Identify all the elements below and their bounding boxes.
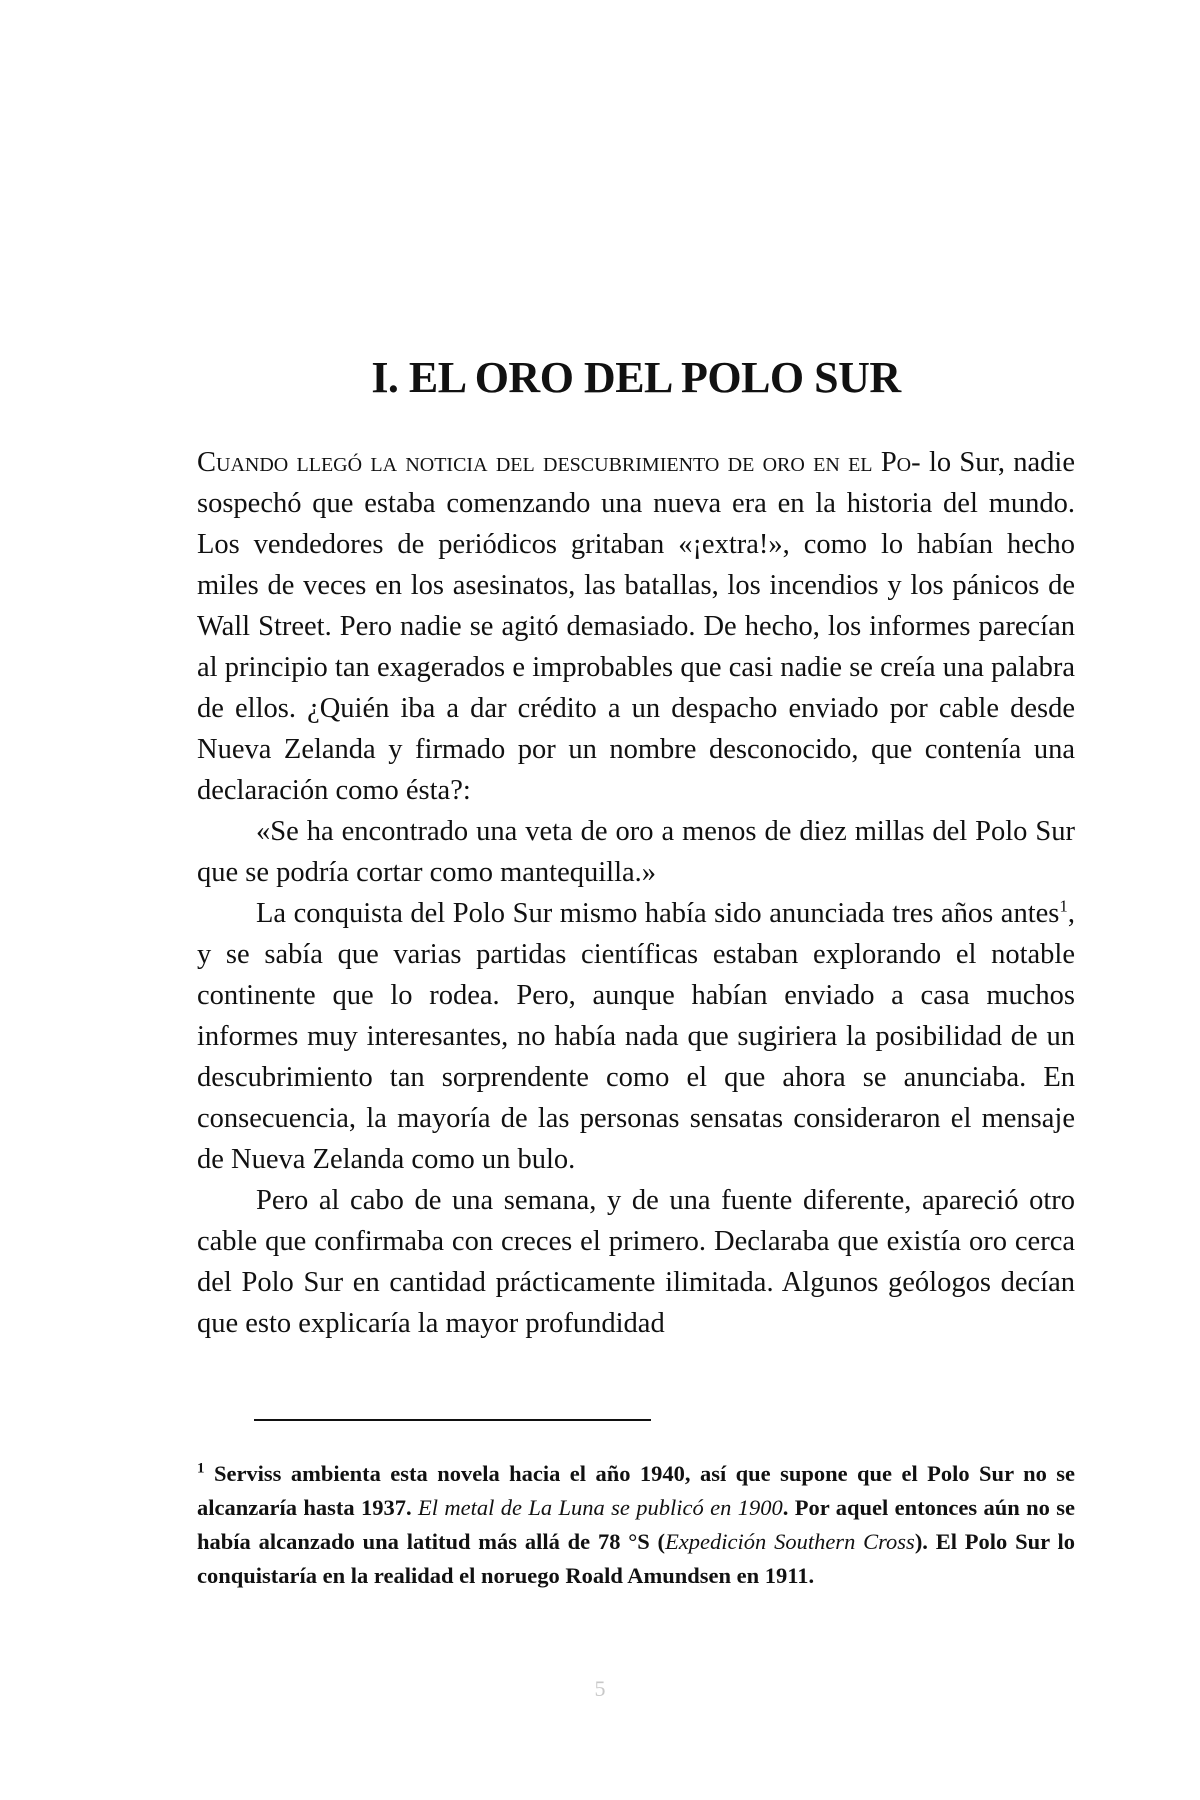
footnote-1 <box>197 1457 1075 1593</box>
paragraph-4: Pero al cabo de una semana, y de una fuente diferente, apareció otro cable que confirmaba con creces el primero. Declaraba que existía oro cerca del Polo Sur en cantidad prácticamente ilimitada. Algunos geólogos decían que esto explicaría la mayor profundidad <box>197 1185 1075 1339</box>
footnote-separator <box>254 1419 651 1421</box>
paragraph-2-quote: «Se ha encontrado una veta de oro a menos de diez millas del Polo Sur que se podría cortar como mantequilla.» <box>197 816 1075 888</box>
body-text <box>197 442 1075 1344</box>
paragraph-1-lead: Cuando llegó la noticia del descubrimiento de oro en el Po- <box>197 447 921 478</box>
footnote-text-a: Serviss ambienta esta novela hacia el año 1940, así que supone que el Polo Sur no se alcanzaría hasta 1937. <box>197 1461 1076 1520</box>
paragraph-1 <box>197 442 1075 811</box>
footnote-italic-a: El metal de La Luna se publicó en 1900 <box>418 1495 783 1520</box>
paragraph-3-after: , y se sabía que varias partidas científicas estaban explorando el notable continente que lo rodea. Pero, aunque habían enviado a casa muchos informes muy interesantes, no había nada que sugiriera la posibilidad de un descubrimiento tan sorprendente como el que ahora se anunciaba. En consecuencia, la mayoría de las personas sensatas consideraron el mensaje de Nueva Zelanda como un bulo. <box>197 898 1075 1175</box>
footnote-mark: 1 <box>197 1460 205 1477</box>
footnote-text-b: . Por aquel entonces aún no se había alcanzado una latitud más allá de 78 °S ( <box>197 1495 1075 1554</box>
paragraph-3-before: La conquista del Polo Sur mismo había sido anunciada tres años antes <box>256 898 1060 929</box>
chapter-title: I. EL ORO DEL POLO SUR <box>371 353 901 402</box>
footnote-reference[interactable]: 1 <box>1059 896 1068 916</box>
page-number: 5 <box>594 1676 606 1701</box>
footnote-italic-b: Expedición Southern Cross <box>665 1529 915 1554</box>
paragraph-1-rest: lo Sur, nadie sospechó que estaba comenzando una nueva era en la historia del mundo. Los vendedores de periódicos gritaban «¡extra!», como lo habían hecho miles de veces en los asesinatos, las batallas, los incendios y los pánicos de Wall Street. Pero nadie se agitó demasiado. De hecho, los informes parecían al principio tan exagerados e improbables que casi nadie se creía una palabra de ellos. ¿Quién iba a dar crédito a un despacho enviado por cable desde Nueva Zelanda y firmado por un nombre desconocido, que contenía una declaración como ésta?: <box>197 447 1076 806</box>
footnote-text-c: ). El Polo Sur lo conquistaría en la realidad el noruego Roald Amundsen en 1911. <box>197 1529 1076 1588</box>
paragraph-3 <box>197 893 1075 1180</box>
footnote-area <box>197 1457 1075 1593</box>
